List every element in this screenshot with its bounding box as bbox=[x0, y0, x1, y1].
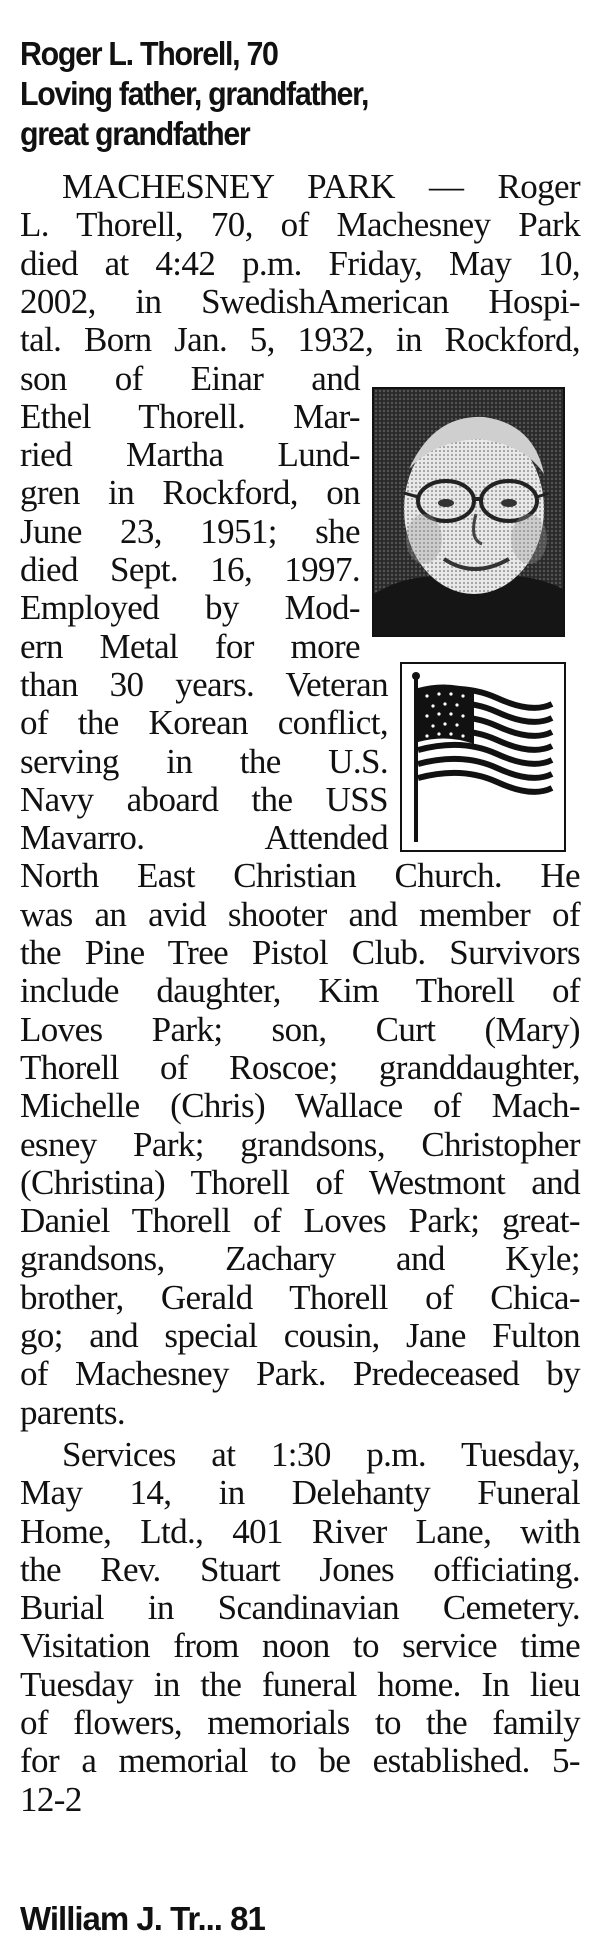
obituary-text-line: Thorell of Roscoe; granddaughter, bbox=[20, 1047, 580, 1087]
obituary-text-line: (Christina) Thorell of Westmont and bbox=[20, 1162, 580, 1202]
obituary-text-line: 12-2 bbox=[20, 1779, 82, 1819]
obituary-text-line: of Machesney Park. Predeceased by bbox=[20, 1354, 580, 1394]
obituary-text-line: gren in Rockford, on bbox=[20, 473, 360, 513]
obituary-text-line: than 30 years. Veteran bbox=[20, 664, 388, 704]
obituary-text-line: North East Christian Church. He bbox=[20, 856, 580, 896]
obituary-text-line: parents. bbox=[20, 1392, 126, 1432]
obituary-text-line: Navy aboard the USS bbox=[20, 779, 388, 819]
obituary-text-line: Loves Park; son, Curt (Mary) bbox=[20, 1009, 580, 1049]
obituary-text-line: the Rev. Stuart Jones officiating. bbox=[20, 1549, 580, 1589]
headline-name: Roger L. Thorell, 70 bbox=[20, 35, 278, 72]
obituary-text-line: for a memorial to be established. 5- bbox=[20, 1741, 580, 1781]
obituary-text-line: died Sept. 16, 1997. bbox=[20, 550, 360, 589]
american-flag-icon bbox=[400, 662, 566, 852]
obituary-text-line: died at 4:42 p.m. Friday, May 10, bbox=[20, 243, 580, 283]
obituary-text-line: Burial in Scandinavian Cemetery. bbox=[20, 1588, 580, 1628]
obituary-text-line: June 23, 1951; she bbox=[20, 511, 360, 551]
obituary-headline bbox=[20, 34, 535, 154]
obituary-text-line: ried Martha Lund- bbox=[20, 435, 360, 475]
next-obituary-heading-fragment: William J. Tr... 81 bbox=[20, 1900, 265, 1937]
obituary-text-line: May 14, in Delehanty Funeral bbox=[20, 1473, 580, 1513]
obituary-text-line: of the Korean conflict, bbox=[20, 703, 388, 743]
obituary-text-line: Ethel Thorell. Mar- bbox=[20, 396, 360, 436]
obituary-text-line: grandsons, Zachary and Kyle; bbox=[20, 1239, 580, 1279]
obituary-text-line: brother, Gerald Thorell of Chica- bbox=[20, 1277, 580, 1317]
obituary-text-line: include daughter, Kim Thorell of bbox=[20, 971, 580, 1011]
obituary-text-line: esney Park; grandsons, Christopher bbox=[20, 1124, 580, 1164]
obituary-text-line: go; and special cousin, Jane Fulton bbox=[20, 1316, 580, 1355]
obituary-text-line: Mavarro. Attended bbox=[20, 818, 388, 858]
obituary-text-line: L. Thorell, 70, of Machesney Park bbox=[20, 205, 580, 245]
obituary-text-line: of flowers, memorials to the family bbox=[20, 1703, 580, 1742]
obituary-text-line: Visitation from noon to service time bbox=[20, 1626, 580, 1666]
obituary-text-line: Tuesday in the funeral home. In lieu bbox=[20, 1664, 580, 1704]
obituary-text-line: serving in the U.S. bbox=[20, 741, 388, 781]
obituary-text-line: was an avid shooter and member of bbox=[20, 894, 580, 934]
obituary-text-line: Services at 1:30 p.m. Tuesday, bbox=[62, 1434, 580, 1474]
obituary-text-line: Daniel Thorell of Loves Park; great- bbox=[20, 1201, 580, 1241]
obituary-text-line: ern Metal for more bbox=[20, 626, 360, 666]
obituary-text-line: son of Einar and bbox=[20, 358, 360, 398]
headline-subtitle-1: Loving father, grandfather, bbox=[20, 75, 369, 112]
obituary-text-line: Michelle (Chris) Wallace of Mach- bbox=[20, 1086, 580, 1126]
obituary-text-line: the Pine Tree Pistol Club. Survivors bbox=[20, 933, 580, 972]
obituary-text-line: MACHESNEY PARK — Roger bbox=[62, 167, 580, 206]
obituary-text-line: tal. Born Jan. 5, 1932, in Rockford, bbox=[20, 320, 580, 360]
portrait-photo bbox=[372, 387, 565, 637]
obituary-text-line: 2002, in SwedishAmerican Hospi- bbox=[20, 281, 580, 321]
headline-subtitle-2: great grandfather bbox=[20, 115, 250, 152]
obituary-text-line: Home, Ltd., 401 River Lane, with bbox=[20, 1511, 580, 1551]
obituary-text-line: Employed by Mod- bbox=[20, 588, 360, 628]
